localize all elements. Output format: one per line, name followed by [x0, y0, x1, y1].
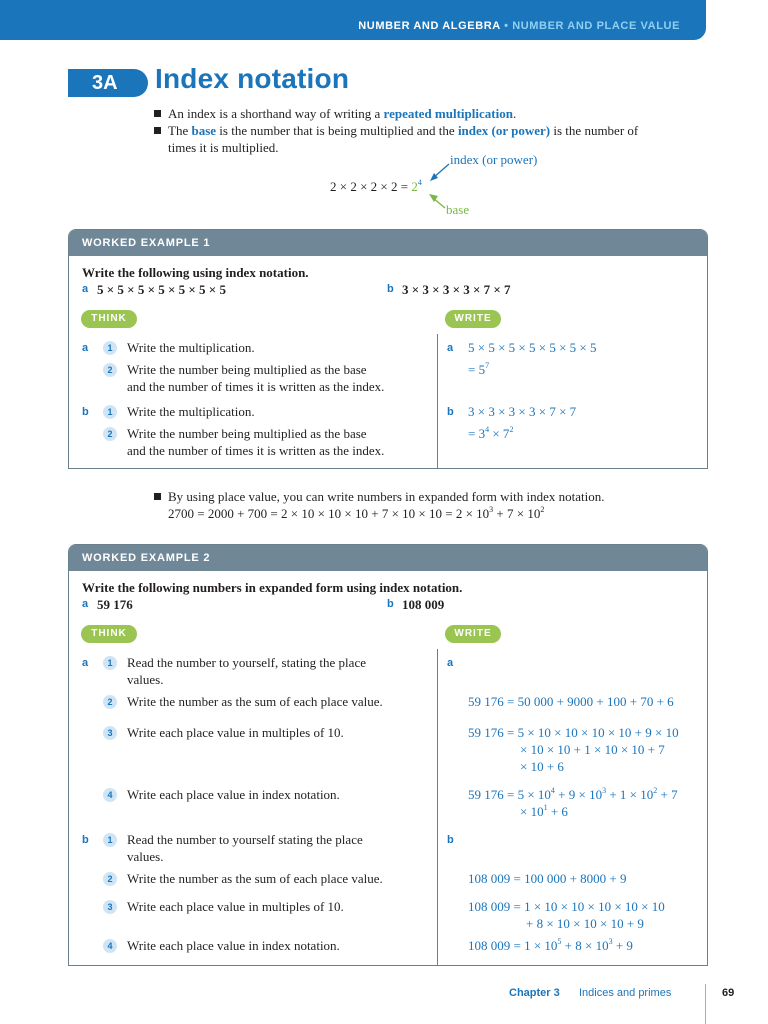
we2-answer-a3-line3: × 10 + 6: [520, 759, 564, 774]
page-title: Index notation: [155, 63, 350, 94]
intro-bullet-2: [168, 122, 638, 139]
we2-answer-b2: 108 009 = 100 000 + 8000 + 9: [468, 871, 627, 886]
we2-think-badge: THINK: [81, 625, 137, 643]
we2-b-label: b: [82, 834, 89, 846]
we2-step-number: 3: [103, 900, 117, 914]
we1-answer-a2: [468, 361, 489, 378]
answer-exponent: 7: [485, 360, 490, 370]
header-breadcrumb: [358, 20, 680, 32]
intro-bullet-1: [168, 105, 516, 122]
we2-part-b-label: b: [387, 598, 394, 610]
we2-step-b3: Write each place value in multiples of 10.: [127, 899, 344, 914]
answer-exponent: 3: [602, 785, 607, 795]
diagram-base: 2: [411, 179, 418, 194]
diagram-exponent: 4: [417, 177, 422, 187]
we2-answer-a3-line1: 59 176 = 5 × 10 × 10 × 10 × 10 + 9 × 10: [468, 725, 679, 740]
we2-answer-a4-line2: [520, 803, 568, 820]
answer-exponent: 2: [509, 424, 514, 434]
answer-text: + 7: [657, 787, 678, 802]
we1-column-divider: [437, 334, 438, 468]
header-bar: [0, 0, 706, 40]
footer-chapter-title: Indices and primes: [579, 987, 672, 999]
we2-question: Write the following numbers in expanded form using index notation.: [82, 580, 463, 595]
we2-step-number: 2: [103, 695, 117, 709]
we1-a-label: a: [82, 342, 89, 354]
we2-step-b1-line2: values.: [127, 849, 164, 864]
place-value-line2: [168, 505, 544, 522]
we2-answer-b3-line1: 108 009 = 1 × 10 × 10 × 10 × 10 × 10: [468, 899, 665, 914]
we2-answer-b4: [468, 937, 633, 954]
place-value-exponent: 3: [489, 504, 494, 514]
answer-text: = 3: [468, 426, 486, 441]
answer-text: + 9 × 10: [554, 787, 603, 802]
we2-answer-a-label: a: [447, 657, 454, 669]
answer-text: × 10: [520, 804, 544, 819]
answer-exponent: 5: [557, 936, 562, 946]
we2-step-a3: Write each place value in multiples of 10.: [127, 725, 344, 740]
we2-step-number: 3: [103, 726, 117, 740]
we2-step-b4: Write each place value in index notation.: [127, 938, 340, 953]
we1-answer-b2: [468, 425, 513, 442]
diagram-expression: [330, 178, 422, 195]
we2-step-number: 1: [103, 833, 117, 847]
place-value-text: 2700 = 2000 + 700 = 2 × 10 × 10 × 10 + 7 × 10 × 10 = 2 × 10: [168, 506, 490, 521]
intro-text: An index is a shorthand way of writing a: [168, 106, 384, 121]
we2-step-b2: Write the number as the sum of each place value.: [127, 871, 383, 886]
we2-answer-a4-line1: [468, 786, 678, 803]
answer-text: + 1 × 10: [606, 787, 654, 802]
we2-answer-b3-line2: + 8 × 10 × 10 × 10 + 9: [526, 916, 644, 931]
we2-column-divider: [437, 649, 438, 965]
answer-text: + 6: [547, 804, 568, 819]
we1-answer-b-label: b: [447, 406, 454, 418]
we1-step-b2-line1: Write the number being multiplied as the base: [127, 426, 367, 441]
bullet-icon: [154, 493, 161, 500]
diagram-label-base: base: [446, 202, 470, 217]
diagram-label-index: index (or power): [450, 152, 538, 167]
bullet-icon: [154, 127, 161, 134]
we1-step-b1: Write the multiplication.: [127, 404, 255, 419]
intro-text: .: [512, 106, 517, 121]
place-value-line1: By using place value, you can write numbers in expanded form with index notation.: [168, 489, 605, 504]
we1-step-number: 1: [103, 341, 117, 355]
we1-question: Write the following using index notation.: [82, 265, 309, 280]
key-term: repeated multiplication: [383, 106, 513, 121]
key-term: base: [191, 123, 217, 138]
we1-answer-a-label: a: [447, 342, 454, 354]
we1-write-badge: WRITE: [445, 310, 501, 328]
answer-text: + 8 × 10: [561, 938, 609, 953]
we2-part-a-value: 59 176: [97, 597, 133, 612]
header-strand: NUMBER AND ALGEBRA: [358, 20, 501, 32]
intro-text: is the number of: [550, 123, 639, 138]
footer-divider: [705, 984, 706, 1024]
place-value-exponent: 2: [540, 504, 545, 514]
we2-write-badge: WRITE: [445, 625, 501, 643]
header-separator: •: [500, 20, 513, 32]
we1-answer-b1: 3 × 3 × 3 × 3 × 7 × 7: [468, 404, 577, 419]
answer-text: 59 176 = 5 × 10: [468, 787, 551, 802]
we1-part-a-expr: 5 × 5 × 5 × 5 × 5 × 5 × 5: [97, 282, 226, 297]
we2-step-number: 4: [103, 788, 117, 802]
we1-step-number: 2: [103, 427, 117, 441]
we1-part-a-label: a: [82, 283, 89, 295]
we2-a-label: a: [82, 657, 89, 669]
worked-example-1-header: [69, 230, 707, 256]
we2-step-a4: Write each place value in index notation.: [127, 787, 340, 802]
we2-step-a1-line2: values.: [127, 672, 164, 687]
answer-text: + 9: [612, 938, 633, 953]
we1-answer-a1: 5 × 5 × 5 × 5 × 5 × 5 × 5: [468, 340, 597, 355]
header-topic: NUMBER AND PLACE VALUE: [512, 20, 680, 32]
worked-example-2-header: [69, 545, 707, 571]
bullet-icon: [154, 110, 161, 117]
we1-step-a2-line2: and the number of times it is written as the index.: [127, 379, 385, 394]
section-code: 3A: [92, 72, 118, 94]
we2-step-b1-line1: Read the number to yourself stating the place: [127, 832, 363, 847]
answer-text: 108 009 = 1 × 10: [468, 938, 558, 953]
worked-example-2-title: WORKED EXAMPLE 2: [82, 552, 211, 564]
place-value-text: + 7 × 10: [493, 506, 541, 521]
section-badge: [68, 69, 148, 97]
we2-step-number: 1: [103, 656, 117, 670]
we1-part-b-label: b: [387, 283, 394, 295]
answer-exponent: 2: [653, 785, 658, 795]
we2-part-b-value: 108 009: [402, 597, 445, 612]
we1-step-a2-line1: Write the number being multiplied as the base: [127, 362, 367, 377]
intro-text: The: [168, 123, 192, 138]
we1-step-number: 1: [103, 405, 117, 419]
we1-part-b-expr: 3 × 3 × 3 × 3 × 7 × 7: [402, 282, 511, 297]
answer-exponent: 1: [543, 802, 548, 812]
worked-example-1: [68, 229, 708, 469]
key-term: index (or power): [457, 123, 551, 138]
worked-example-2: [68, 544, 708, 966]
footer-chapter: Chapter 3: [509, 987, 560, 999]
we2-step-a1-line1: Read the number to yourself, stating the place: [127, 655, 366, 670]
we2-step-a2: Write the number as the sum of each place value.: [127, 694, 383, 709]
we2-answer-b-label: b: [447, 834, 454, 846]
we1-b-label: b: [82, 406, 89, 418]
we1-step-b2-line2: and the number of times it is written as the index.: [127, 443, 385, 458]
answer-exponent: 4: [550, 785, 555, 795]
we2-answer-a2: 59 176 = 50 000 + 9000 + 100 + 70 + 6: [468, 694, 674, 709]
answer-exponent: 4: [485, 424, 490, 434]
answer-exponent: 3: [608, 936, 613, 946]
we2-step-number: 2: [103, 872, 117, 886]
we2-answer-a3-line2: × 10 × 10 + 1 × 10 × 10 + 7: [520, 742, 665, 757]
we2-step-number: 4: [103, 939, 117, 953]
we2-part-a-label: a: [82, 598, 89, 610]
we1-step-number: 2: [103, 363, 117, 377]
answer-text: × 7: [489, 426, 510, 441]
intro-text: is the number that is being multiplied and the: [216, 123, 458, 138]
answer-text: = 5: [468, 362, 486, 377]
diagram-expr-text: 2 × 2 × 2 × 2 =: [330, 179, 412, 194]
worked-example-1-title: WORKED EXAMPLE 1: [82, 237, 211, 249]
we1-step-a1: Write the multiplication.: [127, 340, 255, 355]
page-number: 69: [722, 987, 735, 999]
intro-bullet-2-line2: times it is multiplied.: [168, 140, 279, 155]
we1-think-badge: THINK: [81, 310, 137, 328]
